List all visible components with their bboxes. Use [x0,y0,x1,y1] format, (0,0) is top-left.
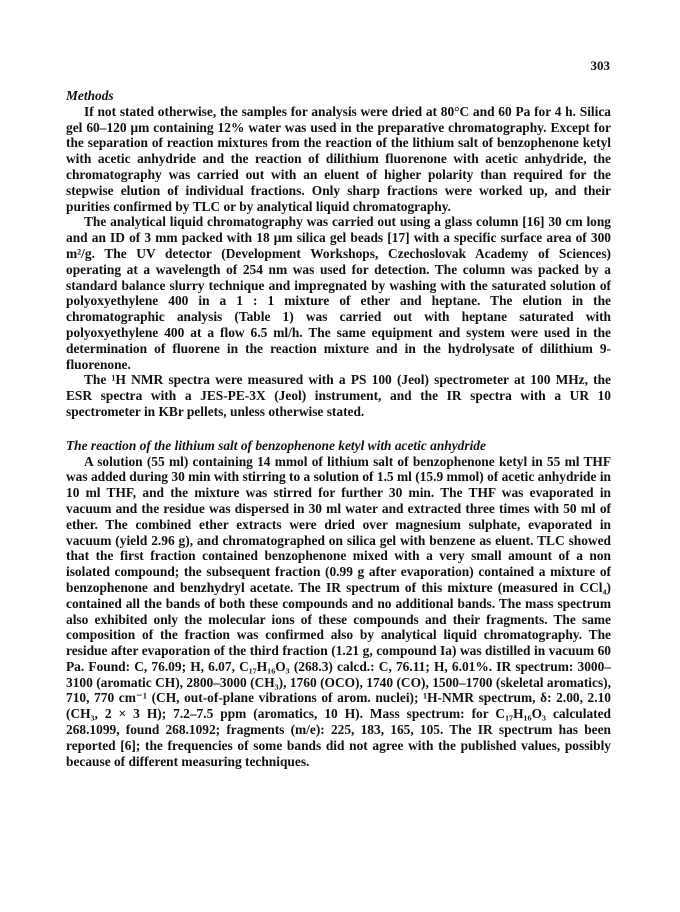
paragraph-reaction-procedure: A solution (55 ml) containing 14 mmol of lithium salt of benzophenone ketyl in 55 ml THF was added during 30 min with stirring to a solution of 1.5 ml (15.9 mmol) of acetic anhydride in 10 ml THF, and the mixture was stirred for further 30 min. The THF was evaporated in vacuum and the residue was dispersed in 30 ml water and extracted three times with 50 ml of ether. The combined ether extracts were dried over magnesium sulphate, evaporated in vacuum (yield 2.96 g), and chromatographed on silica gel with benzene as eluent. TLC showed that the first fraction contained benzophenone mixed with a very small amount of a non isolated compound; the subsequent fraction (0.99 g after evaporation) contained a mixture of benzophenone and benzhydryl acetate. The IR spectrum of this mixture (measured in CCl₄) contained all the bands of both these compounds and no additional bands. The mass spectrum also exhibited only the molecular ions of these compounds and their fragments. The same composition of the fraction was confirmed also by analytical liquid chromatography. The residue after evaporation of the third fraction (1.21 g, compound Ia) was distilled in vacuum 60 Pa. Found: C, 76.09; H, 6.07, C₁₇H₁₆O₃ (268.3) calcd.: C, 76.11; H, 6.01%. IR spectrum: 3000–3100 (aromatic CH), 2800–3000 (CH₃), 1760 (OCO), 1740 (CO), 1500–1700 (skeletal aromatics), 710, 770 cm⁻¹ (CH, out-of-plane vibrations of arom. nuclei); ¹H-NMR spectrum, δ: 2.00, 2.10 (CH₃, 2 × 3 H); 7.2–7.5 ppm (aromatics, 10 H). Mass spectrum: for C₁₇H₁₆O₃ calculated 268.1099, found 268.1092; fragments (m/e): 225, 183, 165, 105. The IR spectrum has been reported [6]; the frequencies of some bands did not agree with the published values, possibly because of different measuring techniques. [66,453,611,769]
paragraph-analytical-chromatography: The analytical liquid chromatography was carried out using a glass column [16] 30 cm long and an ID of 3 mm packed with 18 μm silica gel beads [17] with a specific surface area of 300 m²/g. The UV detector (Development Workshops, Czechoslovak Academy of Sciences) operating at a wavelength of 254 nm was used for detection. The column was packed by a standard balance slurry technique and impregnated by washing with the saturated solution of polyoxyethylene 400 in a 1 : 1 mixture of ether and heptane. The elution in the chromatographic analysis (Table 1) was carried out with heptane saturated with polyoxyethylene 400 at a flow 6.5 ml/h. The same equipment and system were used in the determination of fluorene in the reaction mixture and in the hydrolysate of dilithium 9-fluorenone. [66,214,611,372]
page-number: 303 [590,58,610,73]
paragraph-spectra-instruments: The ¹H NMR spectra were measured with a PS 100 (Jeol) spectrometer at 100 MHz, the ESR spectra with a JES-PE-3X (Jeol) instrument, and the IR spectra with a UR 10 spectrometer in KBr pellets, unless otherwise stated. [66,372,611,419]
section-title-reaction: The reaction of the lithium salt of benzophenone ketyl with acetic anhydride [66,437,486,453]
page-content [66,88,611,769]
section-title-methods: Methods [66,88,114,103]
paragraph-sample-preparation: If not stated otherwise, the samples for analysis were dried at 80°C and 60 Pa for 4 h. Silica gel 60–120 μm containing 12% water was used in the preparative chromatography. Except for the separation of reaction mixtures from the reaction of the lithium salt of benzophenone ketyl with acetic anhydride and the reaction of dilithium fluorenone with acetic anhydride, the chromatography was carried out with an eluent of higher polarity than required for the stepwise elution of individual fractions. Only sharp fractions were worked up, and their purities confirmed by TLC or by analytical liquid chromatography. [66,103,611,214]
